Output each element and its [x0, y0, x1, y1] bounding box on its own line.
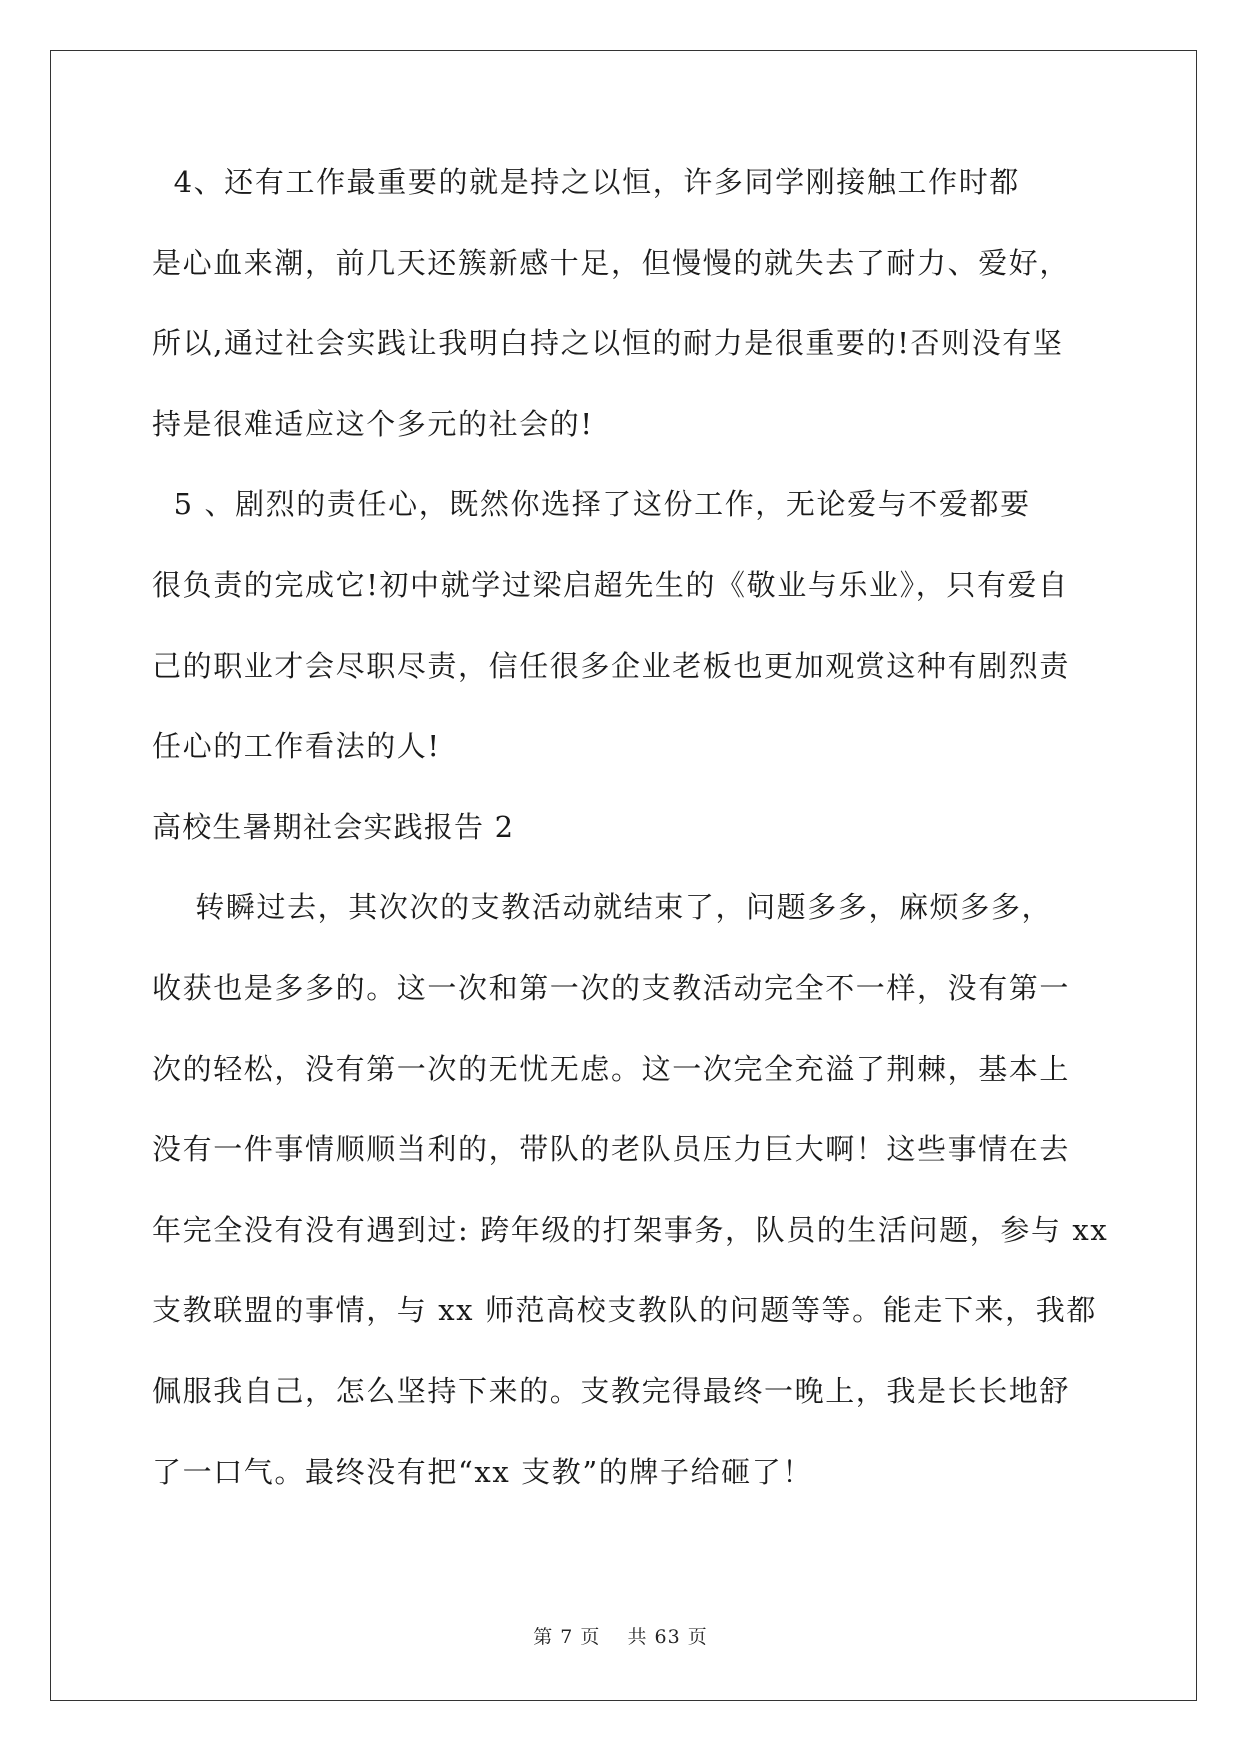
paragraph-line: 己的职业才会尽职尽责，信任很多企业老板也更加观赏这种有剧烈责	[152, 648, 1071, 683]
paragraph-line: 收获也是多多的。这一次和第一次的支教活动完全不一样，没有第一	[152, 970, 1071, 1005]
paragraph-line: 了一口气。最终没有把“xx 支教”的牌子给砸了！	[152, 1454, 813, 1489]
paragraph-line: 4、还有工作最重要的就是持之以恒，许多同学刚接触工作时都	[152, 165, 1020, 199]
paragraph-line: 很负责的完成它!初中就学过梁启超先生的《敬业与乐业》，只有爱自	[152, 567, 1069, 602]
paragraph-line: 没有一件事情顺顺当利的，带队的老队员压力巨大啊！这些事情在去	[152, 1132, 1071, 1167]
page-total: 共 63 页	[627, 1626, 708, 1648]
paragraph-line: 所以,通过社会实践让我明白持之以恒的耐力是很重要的!否则没有坚	[152, 326, 1064, 361]
document-body	[152, 160, 1109, 1530]
paragraph-line: 任心的工作看法的人!	[152, 729, 441, 764]
paragraph-line: 是心血来潮，前几天还簇新感十足，但慢慢的就失去了耐力、爱好，	[152, 245, 1071, 280]
paragraph-line: 持是很难适应这个多元的社会的!	[152, 406, 594, 441]
section-heading: 高校生暑期社会实践报告 2	[152, 809, 515, 844]
paragraph-line: 支教联盟的事情，与 xx 师范高校支教队的问题等等。能走下来，我都	[152, 1293, 1097, 1328]
page-number: 第 7 页	[533, 1626, 601, 1648]
paragraph-line: 年完全没有没有遇到过: 跨年级的打架事务，队员的生活问题，参与 xx	[152, 1212, 1109, 1247]
page-footer	[0, 1622, 1241, 1649]
paragraph-line: 次的轻松，没有第一次的无忧无虑。这一次完全充溢了荆棘，基本上	[152, 1051, 1071, 1086]
paragraph-line: 转瞬过去，其次次的支教活动就结束了，问题多多，麻烦多多，	[152, 890, 1053, 925]
paragraph-line: 佩服我自己，怎么坚持下来的。支教完得最终一晚上，我是长长地舒	[152, 1373, 1071, 1408]
paragraph-line: 5 、剧烈的责任心，既然你选择了这份工作，无论爱与不爱都要	[152, 487, 1031, 522]
